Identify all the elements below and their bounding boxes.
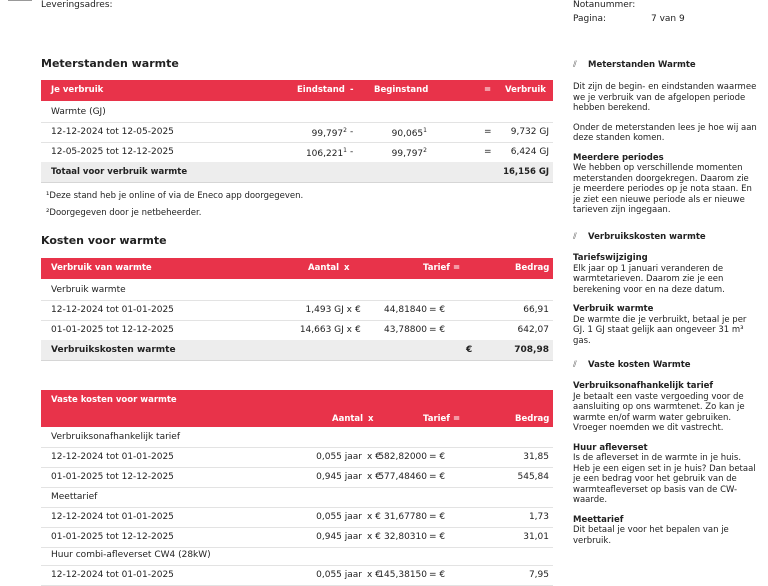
usage: 9,732 GJ — [510, 127, 549, 137]
fixed-title: Vaste kosten voor warmte — [51, 395, 177, 405]
equals-currency: = € — [429, 570, 446, 580]
times-currency: x € — [367, 472, 381, 482]
costs-col-qty: Aantal — [308, 263, 340, 273]
period: 01-01-2025 tot 12-12-2025 — [51, 325, 174, 335]
table-row — [41, 122, 553, 143]
sidebar-meters-title: ⫽ Meterstanden Warmte — [573, 60, 696, 70]
amount: 642,07 — [517, 325, 549, 335]
group-label: Meettarief — [51, 492, 98, 502]
times-currency: x € — [367, 452, 381, 462]
costs-group-row — [41, 280, 553, 301]
costs-total-row — [41, 340, 553, 361]
costs-col-usage: Verbruik van warmte — [51, 263, 152, 273]
total-label: Totaal voor verbruik warmte — [51, 167, 188, 177]
costs-col-amount: Bedrag — [515, 263, 550, 273]
equals: = — [484, 147, 492, 157]
quantity: 0,055 jaar — [316, 512, 362, 522]
quantity: 0,945 jaar — [316, 472, 362, 482]
table-row — [41, 507, 553, 528]
meters-total-row — [41, 162, 553, 183]
sidebar-subheading: Verbruik warmte — [573, 304, 654, 314]
costs-title: Kosten voor warmte — [41, 234, 167, 247]
end-reading: 106,221$^1$ — [305, 147, 347, 159]
quantity: 1,493 GJ x — [305, 305, 352, 315]
equals-currency: = € — [429, 512, 446, 522]
page-label: Pagina: — [573, 14, 607, 24]
sidebar-text: Dit betaal je voor het bepalen van je verbruik. — [573, 525, 729, 546]
fixed-group-row — [41, 545, 553, 566]
page-value: 7 van 9 — [651, 14, 685, 24]
meters-table-header — [41, 80, 553, 101]
meters-group-row — [41, 102, 553, 123]
meters-col-usage-label: Je verbruik — [51, 85, 104, 95]
quantity: 0,055 jaar — [316, 570, 362, 580]
quantity: 14,663 GJ x — [299, 325, 352, 335]
minus: - — [350, 147, 354, 157]
sidebar-text: De warmte die je verbruikt, betaal je per GJ. 1 GJ staat gelijk aan ongeveer 31 m³ gas. — [573, 314, 747, 346]
rate: 32,80310 — [384, 532, 427, 542]
rate: 582,82000 — [378, 452, 427, 462]
rate: 44,81840 — [384, 305, 427, 315]
table-row — [41, 467, 553, 488]
sidebar-subheading: Meettarief — [573, 514, 624, 525]
amount: 1,73 — [528, 512, 549, 522]
sidebar-subheading: Tariefswijziging — [573, 253, 648, 263]
times-currency: x € — [367, 532, 381, 542]
equals-currency: = € — [429, 472, 446, 482]
fixed-group-row — [41, 427, 553, 448]
usage: 6,424 GJ — [510, 147, 549, 157]
header-divider-mark — [8, 0, 32, 1]
sidebar-text: Onder de meterstanden lees je hoe wij aan deze standen komen. — [573, 122, 757, 143]
sidebar-meters-body — [573, 82, 758, 216]
equals-currency: = € — [429, 532, 446, 542]
rate: 31,67780 — [384, 512, 427, 522]
rate: 145,38150 — [378, 570, 427, 580]
total-label: Verbruikskosten warmte — [51, 345, 176, 355]
fixed-group-row — [41, 487, 553, 508]
period: 12-12-2024 tot 01-01-2025 — [51, 570, 174, 580]
period: 01-01-2025 tot 12-12-2025 — [51, 472, 174, 482]
sidebar-fixed-costs-body — [573, 381, 758, 546]
period: 01-01-2025 tot 12-12-2025 — [51, 532, 174, 542]
costs-col-rate: Tarief — [423, 263, 451, 273]
sidebar-text: We hebben op verschillende momenten meterstanden doorgekregen. Daarom zie je meerdere periodes op je nota staan. En je ziet een nieuwe periode als er nieuwe tarieven zijn ingegaan. — [573, 163, 752, 215]
rate: 577,48460 — [378, 472, 427, 482]
sidebar-subheading: Verbruiksonafhankelijk tarief — [573, 381, 714, 391]
period: 12-12-2024 tot 12-05-2025 — [51, 127, 174, 137]
hatch-icon: ⫽ — [573, 60, 577, 70]
meters-title: Meterstanden warmte — [41, 57, 179, 70]
fixed-col-rate: Tarief — [423, 414, 451, 424]
amount: 31,85 — [523, 452, 549, 462]
note-number-label: Notanummer: — [573, 0, 636, 10]
begin-reading: 99,797$^2$ — [391, 147, 427, 159]
minus: - — [350, 127, 354, 137]
table-row — [41, 320, 553, 341]
amount: 7,95 — [528, 570, 549, 580]
equals-currency: = € — [429, 452, 446, 462]
sidebar-subheading: Huur afleverset — [573, 442, 648, 453]
costs-col-x: x — [344, 263, 350, 273]
footnote-1: ¹Deze stand heb je online of via de Eneco app doorgegeven. — [46, 191, 304, 201]
total-value: 708,98 — [514, 345, 549, 355]
equals-currency: = € — [429, 305, 446, 315]
meters-col-end: Eindstand — [297, 85, 345, 95]
fixed-col-qty: Aantal — [332, 414, 364, 424]
meters-col-minus: - — [350, 85, 354, 95]
costs-table-header — [41, 258, 553, 279]
sidebar-text: Dit zijn de begin- en eindstanden waarmee we je verbruik van de afgelopen periode hebben berekend. — [573, 82, 757, 113]
end-reading: 99,797$^2$ — [311, 127, 347, 139]
amount: 31,01 — [523, 532, 549, 542]
rate: 43,78800 — [384, 325, 427, 335]
total-currency: € — [466, 345, 473, 355]
sidebar-usage-costs-title: ⫽ Verbruikskosten warmte — [573, 232, 706, 242]
group-label: Huur combi-afleverset CW4 (28kW) — [51, 550, 211, 560]
footnote-2: ²Doorgegeven door je netbeheerder. — [46, 208, 202, 218]
sidebar-subheading: Meerdere periodes — [573, 152, 664, 163]
period: 12-12-2024 tot 01-01-2025 — [51, 305, 174, 315]
begin-reading: 90,065$^1$ — [391, 127, 427, 139]
sidebar-text: Is de afleverset in de warmte in je huis. Heb je een eigen set in je huis? Dan betaal je een bedrag voor het gebruik van de warmteafleverset op basis van de CW-waarde. — [573, 453, 756, 505]
times-currency: x € — [367, 570, 381, 580]
meters-group-label: Warmte (GJ) — [51, 107, 106, 117]
fixed-table-header — [41, 390, 553, 427]
delivery-address-label: Leveringsadres: — [41, 0, 113, 10]
period: 12-12-2024 tot 01-01-2025 — [51, 512, 174, 522]
currency: € — [355, 325, 361, 335]
table-row — [41, 142, 553, 163]
meters-col-begin: Beginstand — [374, 85, 429, 95]
quantity: 0,945 jaar — [316, 532, 362, 542]
amount: 66,91 — [523, 305, 549, 315]
sidebar-usage-costs-body — [573, 253, 758, 346]
sidebar-text: Elk jaar op 1 januari veranderen de warmtetarieven. Daarom zie je een berekening voor en na deze datum. — [573, 263, 725, 295]
fixed-col-amount: Bedrag — [515, 414, 550, 424]
sidebar-fixed-costs-title: ⫽ Vaste kosten Warmte — [573, 360, 691, 370]
meters-col-usage: Verbruik — [505, 85, 546, 95]
total-value: 16,156 GJ — [503, 167, 549, 177]
table-row — [41, 300, 553, 321]
times-currency: x € — [367, 512, 381, 522]
fixed-col-x: x — [368, 414, 374, 424]
amount: 545,84 — [517, 472, 549, 482]
table-row — [41, 447, 553, 468]
costs-group-label: Verbruik warmte — [51, 285, 126, 295]
period: 12-05-2025 tot 12-12-2025 — [51, 147, 174, 157]
equals: = — [484, 127, 492, 137]
equals-currency: = € — [429, 325, 446, 335]
period: 12-12-2024 tot 01-01-2025 — [51, 452, 174, 462]
meters-col-eq: = — [484, 85, 492, 95]
currency: € — [355, 305, 361, 315]
costs-col-eq: = — [453, 263, 461, 273]
sidebar-text: Je betaalt een vaste vergoeding voor de aansluiting op ons warmtenet. Zo kan je warmte en/of warm water gebruiken. Vroeger noemden we dit vastrecht. — [573, 391, 745, 433]
hatch-icon: ⫽ — [573, 360, 577, 370]
fixed-col-eq: = — [453, 414, 461, 424]
quantity: 0,055 jaar — [316, 452, 362, 462]
hatch-icon: ⫽ — [573, 232, 577, 242]
group-label: Verbruiksonafhankelijk tarief — [51, 432, 180, 442]
